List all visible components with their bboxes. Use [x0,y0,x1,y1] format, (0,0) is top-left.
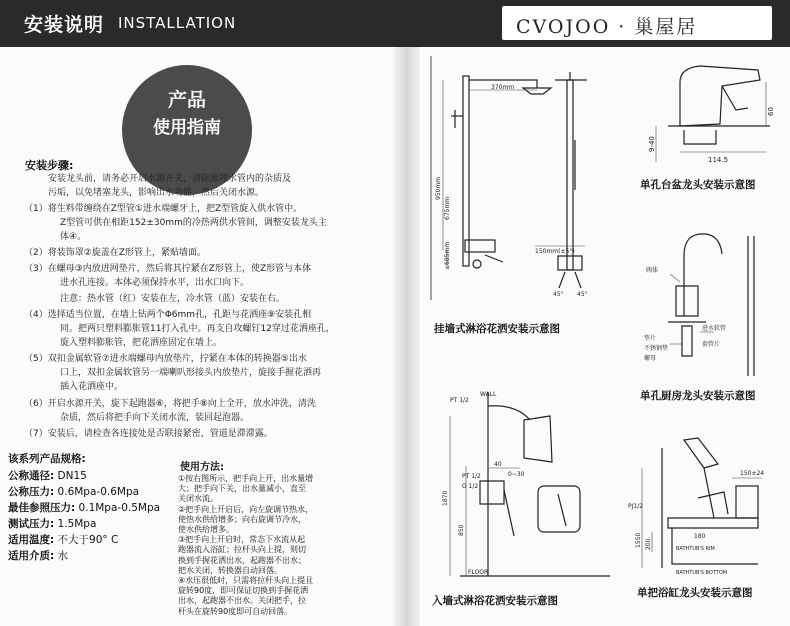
usage-line: 跑器流入浴缸；拉杆头向上提，则切 [178,545,306,555]
spec-key: 公称压力: [8,486,55,498]
usage-title: 使用方法: [180,462,224,473]
step-line: 旋入塑料膨胀管，把花洒座固定在墙上。 [60,338,223,348]
dim-label: 150±24 [740,470,765,477]
specs-title: 该系列产品规格: [8,453,86,465]
step-line: （1）将生料带缠绕在Z型管①进水端螺牙上，把Z型管旋入供水管中。 [24,204,303,214]
spec-value: DN15 [57,470,87,482]
usage-line: 使热水供给增多；向右旋调节冷水， [178,514,306,524]
dim-label: 950mm [435,176,442,200]
part-label: 套管片 [702,341,721,348]
dim-label: 180 [694,533,706,540]
dim-label: 850 [458,524,465,536]
spec-value: 1.5Mpa [57,518,97,530]
step-line: （7）安装后，请检查各连接处是否联接紧密，管道是滞滞露。 [24,429,273,439]
dim-label: 45° [553,291,564,298]
dim-label: 40 [494,461,502,468]
dim-label: ≤685mm [444,241,451,270]
step-line: 进水孔连接。本体必须保持水平，出水口向下。 [60,278,250,288]
spec-value: 水 [57,550,69,562]
caption-wall-shower: 挂墙式淋浴花洒安装示意图 [434,323,560,335]
usage-line: 出水，起跑器不出水。关闭把手，拉 [178,596,306,606]
dim-label: 1550 [635,532,642,548]
usage-line: ②把手向上开启后，向左旋调节热水， [178,504,314,514]
caption-bathtub-faucet: 单把浴缸龙头安装示意图 [637,587,753,599]
usage-line: 杆头在旋转90度即可自动回落。 [178,606,293,616]
step-line: 污垢，以免堵塞龙头，影响出水功能，然后关闭水源。 [48,188,265,198]
embedded-shower-diagram [420,386,615,586]
step-line: （5）双扣金属软管⑦进水端螺母内放垫片，拧紧在本体的转换器⑤出水 [24,354,307,364]
step-line: （2）将装饰罩②旋盖在Z形管上，紧贴墙面。 [24,248,206,258]
usage-line: 大；把手向下关，出水量减小，直至 [178,484,306,494]
part-label: 垫片 [644,335,657,342]
usage-line: ③把手向上开启时，常态下水流从起 [178,535,306,545]
basin-faucet-diagram [640,52,785,170]
dim-label: FLOOR [468,569,489,576]
dim-label: 45° [577,291,588,298]
dim-label: BATHTUB'S RIM [676,546,715,552]
steps-title: 安装步骤: [25,159,74,172]
dim-label: 9-40 [648,136,656,152]
badge-line2: 使用指南 [153,118,221,138]
step-line: （6）开启水源开关，旋下起跑器⑥，将把手⑧向上全开，放水冲洗，清洗 [24,399,316,409]
step-line: 口上，双扣金属软管另一端喇叭形接头内放垫片，旋接手握花洒再 [60,368,322,378]
dim-label: 150mm(±5°) [535,248,575,255]
spec-key: 测试压力: [8,518,55,530]
step-line: Z型管可供在相距152±30mm的冷热两供水管间，调整安装龙头主 [60,218,327,228]
usage-text [178,474,318,617]
dim-label: 60 [767,107,775,116]
header-title-en: INSTALLATION [118,14,237,32]
dim-label: 675mm [444,196,451,220]
part-label: 螺母 [644,355,657,362]
page-fold [394,47,420,626]
spec-row [8,549,68,564]
spec-key: 公称通径: [8,470,55,482]
dim-label: WALL [480,391,497,398]
badge-line1: 产品 [167,89,206,111]
step-line: 插入花洒座中。 [60,382,124,392]
usage-line: 旋转90度，即可保证切换到手握花洒 [178,586,309,596]
caption-embedded-shower: 入墙式淋浴花洒安装示意图 [432,595,558,607]
dim-label: 200 [645,538,652,550]
dim-label: 114.5 [708,156,729,164]
spec-key: 适用介质: [8,550,55,562]
spec-value: 0.1Mpa-0.5Mpa [78,502,161,514]
spec-row [8,485,139,500]
spec-row [8,469,87,484]
dim-label: G 1/2 [462,483,479,490]
spec-value: 0.6Mpa-0.6Mpa [57,486,140,498]
step-line: 杂质，然后将把手向下关闭水流，装回起泡器。 [60,413,250,423]
part-label: 不锈钢垫 [644,345,669,352]
dim-label: PT 1/2 [450,397,469,404]
part-label: 阀体 [646,267,659,274]
wall-shower-diagram [425,50,615,320]
usage-line: 使水供给增多。 [178,525,234,535]
dim-label: 1870 [442,490,449,506]
header-title-cn: 安装说明 [24,14,105,36]
dim-label: PJ1/2 [628,503,644,510]
usage-line: ④水压很低时，只需将拉杆头向上提且 [178,576,314,586]
brand-box [502,6,772,40]
spec-row [8,533,118,548]
spec-value: 不大于90° C [57,534,119,546]
dim-label: PT 1/2 [462,473,481,480]
dim-label: 0~30 [508,471,525,478]
usage-line: 换到手握花洒出水，起跑器不出水； [178,555,306,565]
spec-key: 适用温度: [8,534,55,546]
spec-key: 最佳参照压力: [8,502,76,514]
caption-basin-faucet: 单孔台盆龙头安装示意图 [640,179,756,191]
usage-line: ①按右图所示，把手向上开，出水量增 [178,474,314,483]
spec-row [8,517,96,532]
brand-logo-text: CVOJOO · 巢屋居 [516,16,698,38]
spec-row [8,501,160,516]
step-line: （4）选择适当位置，在墙上钻两个Φ6mm孔，孔距与花洒座⑨安装孔相 [24,310,312,320]
caption-kitchen-faucet: 单孔厨房龙头安装示意图 [640,390,756,402]
usage-line: 关闭水流。 [178,494,218,504]
header-bar [0,0,790,47]
dim-label: 370mm [491,84,515,91]
usage-line: 把水关闭，转换器自动回落。 [178,565,282,575]
step-line: 同。把两只塑料膨胀管11打入孔中。再支自攻螺钉12穿过花洒座孔， [60,324,335,334]
step-line: 体④。 [60,232,87,242]
step-line: （3）在螺母③内放进网垫片，然后将其拧紧在Z形管上，使Z形管与本体 [24,264,312,274]
dim-label: BATHTUB'S BOTTOM [676,570,728,576]
bathtub-faucet-diagram [628,428,783,578]
step-line: 注意：热水管（红）安装在左，冷水管（蓝）安装在右。 [60,294,286,304]
part-label: 进水软管 [702,325,727,332]
kitchen-faucet-diagram [640,226,785,381]
step-line: 安装龙头前，请务必开启水源开关，清除预埋水管内的杂质及 [48,174,292,184]
